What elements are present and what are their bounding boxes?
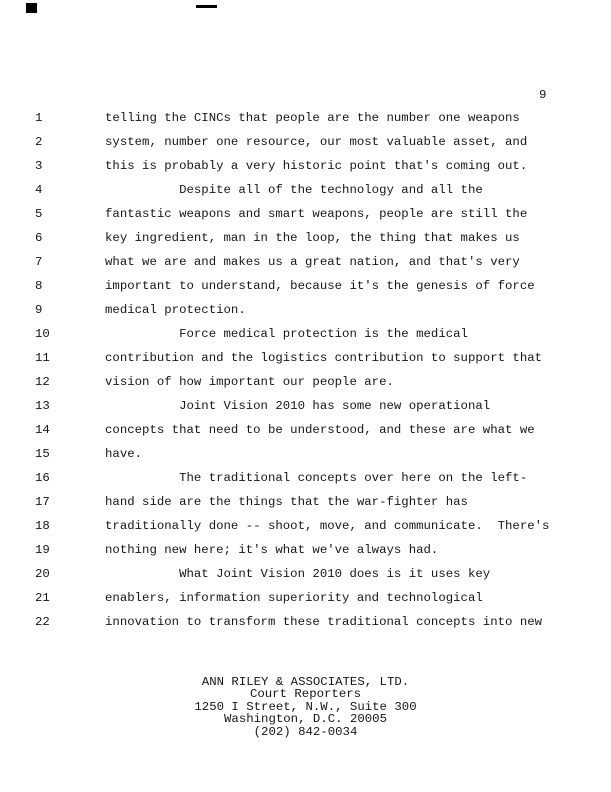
transcript-line [35, 226, 549, 250]
line-number: 18 [35, 519, 50, 533]
transcript-line [35, 490, 549, 514]
line-number: 9 [35, 303, 43, 317]
footer-line: ANN RILEY & ASSOCIATES, LTD. [201, 675, 410, 689]
line-number: 5 [35, 207, 43, 221]
line-text: key ingredient, man in the loop, the thing that makes us [105, 231, 520, 245]
line-number: 14 [35, 423, 50, 437]
transcript-line [35, 538, 549, 562]
line-text: traditionally done -- shoot, move, and communicate. There's [105, 519, 550, 533]
line-text: innovation to transform these traditional concepts into new [105, 615, 543, 629]
transcript-line [35, 370, 549, 394]
line-text: important to understand, because it's the genesis of force [105, 279, 535, 293]
line-number: 8 [35, 279, 43, 293]
line-number: 1 [35, 111, 43, 125]
line-text: nothing new here; it's what we've always had. [105, 543, 439, 557]
transcript-line [35, 154, 549, 178]
transcript-line [35, 610, 549, 634]
transcript-line [35, 274, 549, 298]
footer-line: Court Reporters [249, 687, 362, 702]
transcript-line [35, 466, 549, 490]
line-number: 17 [35, 495, 50, 509]
line-number: 2 [35, 135, 43, 149]
reporter-footer [0, 676, 611, 738]
transcript-line [35, 202, 549, 226]
line-text: enablers, information superiority and technological [105, 591, 483, 605]
line-text: hand side are the things that the war-fighter has [105, 495, 468, 509]
page-number: 9 [539, 88, 547, 102]
transcript-line [35, 322, 549, 346]
footer-line: 1250 I Street, N.W., Suite 300 [194, 699, 417, 714]
line-text: this is probably a very historic point that's coming out. [105, 159, 528, 173]
line-text: telling the CINCs that people are the number one weapons [105, 111, 520, 125]
transcript-line [35, 250, 549, 274]
line-text: Joint Vision 2010 has some new operational [105, 399, 491, 413]
line-text: what we are and makes us a great nation, and that's very [105, 255, 520, 269]
line-text: concepts that need to be understood, and these are what we [105, 423, 535, 437]
scan-artifact-corner [26, 3, 37, 13]
line-text: Force medical protection is the medical [105, 327, 468, 341]
footer-line: Washington, D.C. 20005 [224, 712, 387, 727]
line-text: have. [105, 447, 143, 461]
line-text: What Joint Vision 2010 does is it uses key [105, 567, 491, 581]
line-text: The traditional concepts over here on the left- [105, 471, 528, 485]
line-number: 7 [35, 255, 43, 269]
footer-line: (202) 842-0034 [253, 724, 358, 739]
transcript-lines [35, 106, 549, 634]
transcript-line [35, 514, 549, 538]
line-text: medical protection. [105, 303, 246, 317]
transcript-line [35, 562, 549, 586]
transcript-line [35, 130, 549, 154]
line-text: contribution and the logistics contribution to support that [105, 351, 543, 365]
transcript-line [35, 178, 549, 202]
line-number: 15 [35, 447, 50, 461]
line-number: 10 [35, 327, 50, 341]
line-number: 11 [35, 351, 50, 365]
line-text: vision of how important our people are. [105, 375, 394, 389]
line-text: system, number one resource, our most valuable asset, and [105, 135, 528, 149]
line-text: Despite all of the technology and all the [105, 183, 483, 197]
line-number: 22 [35, 615, 50, 629]
transcript-line [35, 298, 549, 322]
transcript-line [35, 586, 549, 610]
line-number: 6 [35, 231, 43, 245]
transcript-line [35, 346, 549, 370]
transcript-line [35, 394, 549, 418]
line-number: 13 [35, 399, 50, 413]
line-number: 21 [35, 591, 50, 605]
line-number: 12 [35, 375, 50, 389]
line-number: 20 [35, 567, 50, 581]
scan-artifact-dash [196, 5, 217, 8]
transcript-line [35, 418, 549, 442]
line-text: fantastic weapons and smart weapons, people are still the [105, 207, 528, 221]
line-number: 19 [35, 543, 50, 557]
transcript-line [35, 106, 549, 130]
line-number: 16 [35, 471, 50, 485]
transcript-line [35, 442, 549, 466]
line-number: 4 [35, 183, 43, 197]
line-number: 3 [35, 159, 43, 173]
